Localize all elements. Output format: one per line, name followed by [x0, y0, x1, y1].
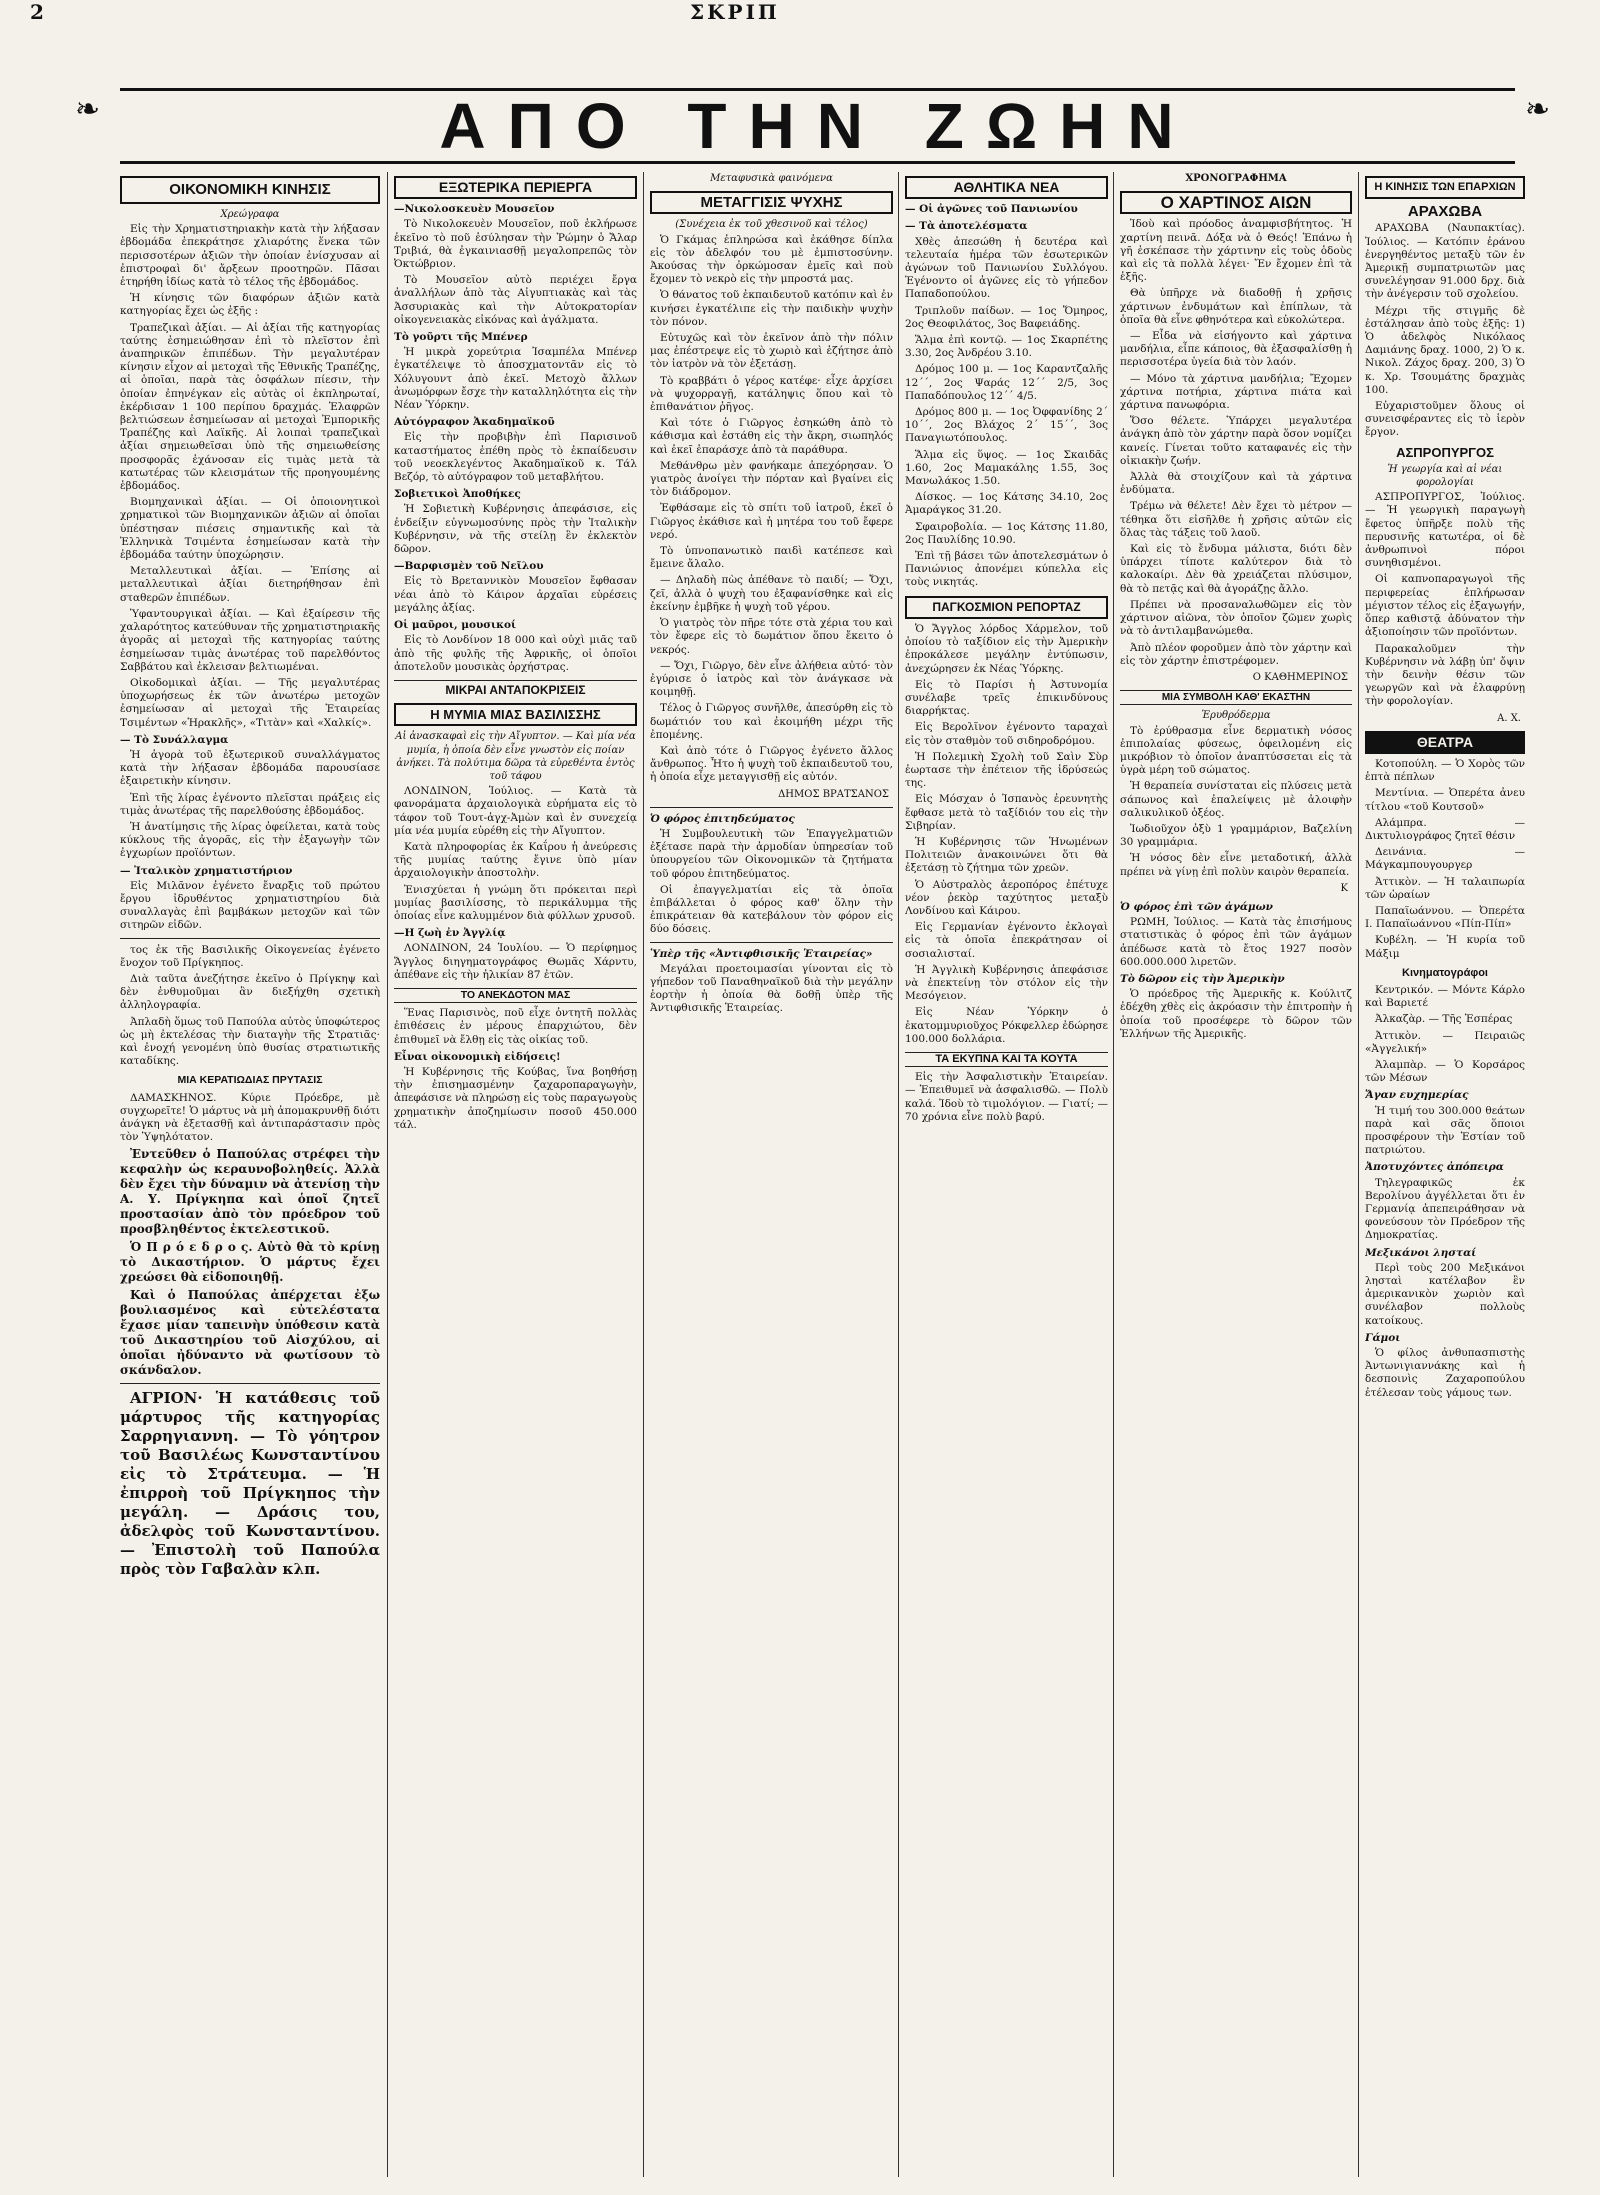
anecdote-heading: ΤΟ ΑΝΕΚΔΟΤΟΝ ΜΑΣ	[394, 988, 637, 1003]
subheading: Τὸ δῶρον εἰς τὴν Ἀμερικὴν	[1120, 972, 1285, 985]
paragraph: Ὅσο θέλετε. Ὑπάρχει μεγαλυτέρα ἀνάγκη ἀπὸ τὸν χάρτην παρὰ ὅσον νομίζει κανείς. Γίνεται τοῦτο καταφανές εἰς τὴν οἰκιακὴν ζωήν.	[1120, 415, 1352, 467]
listing: Μεντίνια. — Ὀπερέτα ἀνευ τίτλου «τοῦ Κουτσοῦ»	[1365, 787, 1525, 813]
paper-name: ΣΚΡΙΠ	[690, 0, 780, 24]
trial-heading: ΜΙΑ ΚΕΡΑΤΙΩΔΙΑΣ ΠΡΥΤΑΣΙΣ	[177, 1074, 323, 1087]
cinemas-heading: Κινηματογράφοι	[1402, 966, 1488, 979]
listing: Ἀττικὸν. — Ἡ ταλαιπωρία τῶν ὡραίων	[1365, 875, 1525, 901]
economic-heading: ΟΙΚΟΝΟΜΙΚΗ ΚΙΝΗΣΙΣ	[120, 176, 380, 204]
paragraph: — Εἶδα νὰ εἰσήγοντο καὶ χάρτινα μανδήλια, εἶπε κάποιος, θὰ ἐξασφαλίσθῃ ἡ περισσοτέρα ὑγεία διὰ τὸν λαόν.	[1120, 330, 1352, 369]
left-ornament-icon: ❧	[75, 92, 101, 127]
paper-age-heading: Ο ΧΑΡΤΙΝΟΣ ΑΙΩΝ	[1120, 191, 1352, 214]
chronicle-kicker: ΧΡΟΝΟΓΡΑΦΗΜΑ	[1185, 173, 1287, 184]
result-line: Ἅλμα εἰς ὕψος. — 1ος Σκαιδᾶς 1.60, 2ος Μαμακάλης 1.55, 3ος Μανωλάκος 1.50.	[905, 448, 1108, 488]
paragraph: ΡΩΜΗ, Ἰούλιος. — Κατὰ τὰς ἐπισήμους στατιστικὰς ὁ φόρος ἐπὶ τῶν ἀγάμων ἀπέδωσε κατὰ τὸ ἔτος 1927 ποσὸν 600.000.000 λιρετῶν.	[1120, 916, 1352, 968]
paragraph: Καὶ εἰς τὸ ἔνδυμα μάλιστα, διότι δὲν ὑπάρχει τίποτε καλύτερον διὰ τὸ καλοκαίρι. Δὲν θὰ χρειάζεται πλύσιμον, θὰ τὸ πετᾷς καὶ θὰ ἀγοράζῃς ἄλλο.	[1120, 543, 1352, 595]
paragraph: Ἡ Ἀγγλικὴ Κυβέρνησις ἀπεφάσισε νὰ ἐπεκτείνῃ τὸν στόλον εἰς τὴν Μεσόγειον.	[905, 963, 1108, 1003]
column-rule	[387, 172, 388, 2177]
paragraph: Εἰς Μόσχαν ὁ Ἰσπανὸς ἐρευνητὴς ἔφθασε μετὰ τὸ ταξίδιόν του εἰς τὴν Σιβηρίαν.	[905, 793, 1108, 832]
subheading: Γάμοι	[1365, 1331, 1401, 1344]
column-rule	[643, 172, 644, 2177]
result-line: Δίσκος. — 1ος Κάτσης 34.10, 2ος Ἀμαράγκος 31.20.	[905, 491, 1108, 517]
mummy-kicker: Αἱ ἀνασκαφαὶ εἰς τὴν Αἴγυπτον. — Καὶ μία νέα μυμία, ἡ ὁποία δὲν εἶνε γνωστὸν εἰς ποίαν ἀνήκει. Τὰ πολύτιμα δῶρα τὰ εὑρεθέντα ἐντὸς τοῦ τάφου	[395, 731, 636, 782]
subheading: Ἄγαν ευχημερίας	[1365, 1089, 1469, 1102]
paragraph: Ὁ γιατρὸς τὸν πῆρε τότε στὰ χέρια του καὶ τὸν ἔφερε εἰς τὸ δωμάτιον ὅπου ἔκειτο ὁ νεκρός.	[650, 617, 893, 656]
right-ornament-icon: ❧	[1525, 92, 1551, 127]
paragraph: Ἡ θεραπεία συνίσταται εἰς πλύσεις μετὰ σάπωνος καὶ ἐπαλείψεις μὲ ἀλοιφὴν σαλικυλικοῦ ὀξέος.	[1120, 780, 1352, 819]
paragraph: Ἡ Συμβουλευτικὴ τῶν Ἐπαγγελματιῶν ἐξέτασε παρὰ τὴν ἀρμοδίαν ὑπηρεσίαν τοῦ ὑπουργείου τῶν Οἰκονομικῶν τὰ ζητήματα τοῦ φόρου ἐπιτηδεύματος.	[650, 827, 893, 880]
paragraph: Εὐτυχῶς καὶ τὸν ἐκεῖνον ἀπὸ τὴν πόλιν μας ἐπέστρεψε εἰς τὸ χωριὸ καὶ ἐζήτησε ἀπὸ τὸν ἰατρὸν νὰ τὸν ἐξετάσῃ.	[650, 332, 893, 371]
paragraph: Χθὲς ἀπεσώθη ἡ δευτέρα καὶ τελευταία ἡμέρα τῶν ἐσωτερικῶν ἀγώνων τοῦ Πανιωνίου Συλλόγου. Ἐγένοντο οἱ ἀγῶνες εἰς τὸ γήπεδον Παπαδοπούλου.	[905, 235, 1108, 301]
prescription: Ἰωδιοῦχον ὀξὺ 1 γραμμάριον, Βαζελίνη 30 γραμμάρια.	[1120, 822, 1352, 849]
result-line: Σφαιροβολία. — 1ος Κάτσης 11.80, 2ος Παυλίδης 10.90.	[905, 520, 1108, 546]
paragraph: Κατὰ πληροφορίας ἐκ Καΐρου ἡ ἀνεύρεσις τῆς μυμίας ταύτης ἔγινε ὑπὸ μίαν ἀρχαιολογικὴν ἀποστολὴν.	[394, 840, 637, 880]
paragraph: Εἰς Νέαν Ὑόρκην ὁ ἐκατομμυριοῦχος Ρόκφελλερ ἐδώρησε 100.000 δολλάρια.	[905, 1006, 1108, 1045]
paragraph: Καὶ ἀπὸ τότε ὁ Γιῶργος ἐγένετο ἄλλος ἄνθρωπος. Ἦτο ἡ ψυχὴ τοῦ ἐκπαιδευτοῦ του, ἡ ὁποία εἶχε μεταγγισθῇ εἰς αὐτόν.	[650, 744, 893, 784]
paragraph: Βιομηχανικαὶ ἀξίαι. — Οἱ ὁποιονητικοὶ χρηματικοὶ τῶν Βιομηχανικῶν ἀξιῶν αἱ ὁποῖαι ὑπέστησαν πιέσεις σημαντικῆς καὶ τὰ Ἐλληνικὰ Τσιμέντα ἐσημείωσαν κατὰ τὴν ἑβδομάδα ταύτην ὑποχώρησιν.	[120, 496, 380, 562]
continuation-note: (Συνέχεια ἐκ τοῦ χθεσινοῦ καὶ τέλος)	[675, 219, 868, 231]
subheading: Εἶναι οἰκονομικὴ εἰδήσεις!	[394, 1050, 561, 1063]
divider	[120, 938, 380, 939]
column-rule	[898, 172, 899, 2177]
paragraph: Ὁ Γκάμας ἐπληρώσα καὶ ἐκάθησε δίπλα εἰς τὸν ἀδελφόν του μὲ ἐμπιστοσύνην. Ἀκούσας τὴν ὀρκώμοσαν ἐμεῖς καὶ ποὺ ἔχομεν τὸ νεκρὸ εἰς τὴν μπροστά μας.	[650, 233, 893, 286]
paragraph: Εὐχαριστοῦμεν ὅλους οἱ συνεισφέραντες εἰς τὸ ἱερὸν ἔργον.	[1365, 400, 1525, 439]
queen-mummy-heading: Η ΜΥΜΙΑ ΜΙΑΣ ΒΑΣΙΛΙΣΣΗΣ	[394, 703, 637, 726]
paragraph: Τέλος ὁ Γιῶργος συνῆλθε, ἀπεσύρθη εἰς τὸ δωμάτιόν του καὶ ἐκοιμήθη μέχρι τῆς ἐπομένης.	[650, 702, 893, 741]
divider	[120, 1383, 380, 1384]
result-line: Δρόμος 800 μ. — 1ος Ὀφφανίδης 2΄ 10΄΄, 2ος Βλάχος 2΄ 15΄΄, 3ος Παναγιωτόπουλος.	[905, 406, 1108, 445]
column-foreign-curiosities	[394, 170, 637, 2180]
listing: Ἀλκαζὰρ. — Τῆς Ἑσπέρας	[1375, 1013, 1513, 1026]
tomorrow-teaser: ΑΓΡΙΟΝ· Ἡ κατάθεσις τοῦ μάρτυρος τῆς κατηγορίας Σαρρηγιαννη. — Τὸ γόητρον τοῦ Βασιλέως Κωνσταντίνου εἰς τὸ Στράτευμα. — Ἡ ἐπιρροὴ τοῦ Πρίγκηπος τὴν μεγάλη. — Δράσις του, ἀδελφὸς τοῦ Κωνσταντίνου. — Ἐπιστολὴ τοῦ Παπούλα πρὸς τὸν Γαβαλὰν κλπ.	[120, 1389, 380, 1579]
foreign-curiosities-heading: ΕΞΩΤΕΡΙΚΑ ΠΕΡΙΕΡΓΑ	[394, 176, 637, 199]
paragraph: — Μόνο τὰ χάρτινα μανδήλια; Ἔχομεν χάρτινα ποτήρια, χάρτινα πιάτα καὶ χάρτινα πανωφόρια.	[1120, 372, 1352, 412]
paragraph: Εἰς Γερμανίαν ἐγένοντο ἐκλογαὶ εἰς τὰ ὁποῖα ἐπεκράτησαν οἱ σοσιαλισταί.	[905, 921, 1108, 960]
subheading: Τὸ γοῦρτι τῆς Μπένερ	[394, 331, 528, 344]
paragraph: Ἀλλὰ θὰ στοιχίζουν καὶ τὰ χάρτινα ἐνδύματα.	[1120, 471, 1352, 497]
listing: Ἀλαμπὰρ. — Ὁ Κορσάρος τῶν Μέσων	[1365, 1058, 1525, 1085]
page-header	[0, 0, 1600, 24]
column-sports	[905, 170, 1108, 2180]
result-line: Τριπλοῦν παίδων. — 1ος Ὅμηρος, 2ος Θεοφιλάτος, 3ος Βαφειάδης.	[905, 304, 1108, 330]
subheading: —Νικολοσκευὲν Μουσεῖον	[394, 203, 555, 216]
author-initial: Κ	[1340, 882, 1348, 894]
paragraph: Παρακαλοῦμεν τὴν Κυβέρνησιν νὰ λάβῃ ὑπ' ὄψιν τὴν δεινὴν θέσιν τῶν γεωργῶν καὶ νὰ ἐλαφρύνῃ τὴν φορολογίαν.	[1365, 642, 1525, 708]
paragraph: Ἡ Σοβιετικὴ Κυβέρνησις ἀπεφάσισε, εἰς ἐνδείξιν εὐγνωμοσύνης πρὸς τὴν Ἰταλικὴν Κυβέρνησιν, νὰ τῆς στείλῃ ἓν ἐκλεκτὸν δῶρον.	[394, 503, 637, 556]
column-rule	[1113, 172, 1114, 2177]
author-initials: Α. Χ.	[1497, 712, 1521, 724]
paragraph: Ἡ ἀνατίμησις τῆς λίρας ὀφείλεται, κατὰ τοὺς κύκλους τῆς ἀγορᾶς, εἰς τὴν ἐξαγωγὴν τῶν ἐγχωρίων προϊόντων.	[120, 820, 380, 860]
arachova-heading: ΑΡΑΧΩΒΑ	[1407, 203, 1483, 221]
paragraph: Ὁ φίλος ἀνθυπασπιστὴς Ἀντωνιγιαννάκης καὶ ἡ δεσποινὶς Ζαχαροπούλου ἐτέλεσαν τοὺς γάμους των.	[1365, 1347, 1525, 1399]
column-economic	[120, 170, 380, 2180]
paragraph: Τὸ Νικολοκευὲν Μουσεῖον, ποῦ ἐκλήρωσε ἐκεῖνο τὸ ποῦ ἐσύλησαν τὴν Ῥώμην ὁ Ἄλαρ Τριβιά, θὰ ἐγκαινιασθῇ μεγαλοπρεπῶς τὸν Ὀκτώβριον.	[394, 218, 637, 271]
divider	[650, 807, 893, 808]
subheading: Ὁ φόρος ἐπὶ τῶν ἀγάμων	[1120, 900, 1273, 913]
paragraph: Οἱ καπνοπαραγωγοὶ τῆς περιφερείας ἐπλήρωσαν μέγιστον τέλος εἰς ἐξαγωγήν, ὅπερ καθιστᾷ ἀδύνατον τὴν ἀξιοποίησιν τῶν προϊόντων.	[1365, 573, 1525, 639]
metaphysics-kicker: Μεταφυσικὰ φαινόμενα	[710, 173, 833, 184]
author-signature: Ο ΚΑΘΗΜΕΡΙΝΟΣ	[1252, 671, 1348, 683]
subheading: — Οἱ ἀγῶνες τοῦ Πανιωνίου	[905, 203, 1078, 216]
paragraph: Ἡ Πολεμικὴ Σχολὴ τοῦ Σαὶν Σὺρ ἐωρτασε τὴν ἐπέτειον τῆς ἱδρύσεώς της.	[905, 750, 1108, 790]
subheading: —Η ζωὴ ἐν Ἀγγλίᾳ	[394, 927, 506, 940]
paragraph: Οἱ ἐπαγγελματίαι εἰς τὰ ὁποῖα ἐπιβάλλεται ὁ φόρος καθ' ὅλην τὴν ἐπικράτειαν θὰ κατεβάλουν τὸν φόρον εἰς δύο δόσεις.	[650, 883, 893, 936]
column-rule	[1358, 172, 1359, 2177]
listing: Κοτοπούλη. — Ὁ Χορὸς τῶν ἑπτὰ πέπλων	[1365, 757, 1525, 784]
paragraph: Εἰς τὸ Λονδίνον 18 000 καὶ οὐχὶ μιᾶς ταῦ ἀπὸ τῆς φυλῆς τῆς Ἀφρικῆς, οἱ ὁποῖοι ἀποτελοῦν μουσικὰς ὀρχήστρας.	[394, 634, 637, 673]
paragraph: Μέχρι τῆς στιγμῆς δὲ ἐστάλησαν ἀπὸ τοὺς ἑξῆς: 1) Ὁ ἀδελφὸς Νικόλαος Δαμιάνης δραχ. 1000, 2) Ὁ κ. Νικολ. Ζάχος δραχ. 200, 3) Ὁ κ. Χρ. Τσουμάτης δραχμὰς 100.	[1365, 304, 1525, 396]
paragraph: Μεθάνθρω μὲν φανήκαμε ἀπεχόρησαν. Ὁ γιατρὸς ἀνοίγει τὴν πόρταν καὶ βγαίνει εἰς τὸν διάδρομον.	[650, 459, 893, 499]
subheading: Ἀποτυχόντες ἀπόπειρα	[1365, 1161, 1504, 1174]
paragraph: Καὶ ὁ Παπούλας ἀπέρχεται ἐξω βουλιασμένος καὶ εὐτελέστατα ἔχασε μίαν ταπεινὴν ὑπόθεσιν κατὰ τοῦ Δικαστηρίου τοῦ Αἰσχύλου, αἱ ὁποῖαι ἠδύναντο νὰ φωτίσουν τὸ σκάνδαλον.	[120, 1288, 380, 1378]
paragraph: Ἡ Κυβέρνησις τῆς Κούβας, ἵνα βοηθήσῃ τὴν ἐπισημασμένην ζαχαροπαραγωγὴν, ἀπεφάσισε νὰ πληρώσῃ εἰς τοὺς παραγωγοὺς χρηματικὴν ἀποζημίωσιν ποσοῦ 450.000 τάλ.	[394, 1065, 637, 1131]
erythrasma-kicker: Ἐρυθρόδερμα	[1201, 710, 1271, 722]
subheading: —Βαρφισμὲν τοῦ Νεῖλου	[394, 560, 544, 573]
aspropyrgos-heading: ΑΣΠΡΟΠΥΡΓΟΣ	[1396, 444, 1494, 460]
listing: Κεντρικόν. — Μόντε Κάρλο καὶ Βαριετέ	[1365, 983, 1525, 1010]
paragraph: Εἰς τὴν Χρηματιστηριακὴν κατὰ τὴν λήξασαν ἑβδομάδα ἐπεκράτησε χλιαρότης ἕνεκα τῶν περισσοτέρων ἀξιῶν τὴν ὁποίαν ἐνίσχυσαν αἱ ἐπιστροφαὶ δι' ἄρξεων προοτηρῶν. Πᾶσαι ἐτηρήθη ἰδίως κατὰ τὸ τέλος τῆς ἑβδομάδος.	[120, 223, 380, 289]
daily-advice-heading: ΜΙΑ ΣΥΜΒΟΛΗ ΚΑΘ' ΕΚΑΣΤΗΝ	[1120, 690, 1352, 705]
subheading: Σοβιετικοὶ Ἀποθήκες	[394, 488, 521, 501]
paragraph: Ἐνισχύεται ἡ γνώμη ὅτι πρόκειται περὶ μυμίας βασιλίσσης, τὸ περικάλυμμα τῆς ὁποίας εἶνε καλυμμένον διὰ φύλλων χρυσοῦ.	[394, 883, 637, 922]
paragraph: Ὑφαντουργικαὶ ἀξίαι. — Καὶ ἐξαίρεσιν τῆς χαλαρότητος κατεύθυναν τῆς χρηματιστηριακῆς ἀγορᾶς αἱ μετοχαὶ τῆς κατηγορίας ταύτης ἐσημείωσαν τιμὰς ἀνωτέρας τοῦ παρελθόντος Σαββάτου καὶ ἐκλεισαν βελτιωμέναι.	[120, 607, 380, 673]
sports-heading: ΑΘΛΗΤΙΚΑ ΝΕΑ	[905, 176, 1108, 199]
paragraph: τος ἐκ τῆς Βασιλικῆς Οἰκογενείας ἐγένετο ἔνοχον τοῦ Πρίγκηπος.	[120, 943, 380, 969]
author-signature: ΔΗΜΟΣ ΒΡΑΤΣΑΝΟΣ	[778, 788, 889, 800]
subheading: Αὐτόγραφον Ἀκαδημαϊκοῦ	[394, 416, 555, 429]
column-provinces	[1365, 170, 1525, 2180]
subheading: — Τὰ ἀποτελέσματα	[905, 220, 1028, 233]
agriculture-kicker: Ἡ γεωργία καὶ αἱ νέαι φορολογίαι	[1387, 463, 1503, 489]
paragraph: Οἰκοδομικαὶ ἀξίαι. — Τῆς μεγαλυτέρας ὑποχωρήσεως ἐκ τῶν ἀνωτέρω μετοχῶν ἐσημείωσαν αἱ μετοχαὶ τῆς Ἑταιρείας Τσιμέντων «Ἡρακλῆς», «Τιτὰν» καὶ «Χαλκίς».	[120, 676, 380, 729]
paragraph: Ἐπὶ τῇ βάσει τῶν ἀποτελεσμάτων ὁ Πανιώνιος ἀπονέμει κύπελλα εἰς τοὺς νικητάς.	[905, 550, 1108, 589]
jokes-heading: ΤΑ ΕΚΥΠΝΑ ΚΑΙ ΤΑ ΚΟΥΤΑ	[905, 1052, 1108, 1067]
result-line: Ἅλμα ἐπὶ κοντῷ. — 1ος Σκαρπέτης 3.30, 2ος Ἀνδρέου 3.10.	[905, 334, 1108, 360]
paragraph: Εἰς Μιλᾶνον ἐγένετο ἔναρξις τοῦ πρώτου ἔργου ἰδρυθέντος χρηματιστηρίου διὰ συναλλαγὰς ἐπὶ βαμβάκων μετοχῶν καὶ τῶν σιτηρῶν εἰδῶν.	[120, 879, 380, 932]
listing: Αλάμπρα. — Δικτυλιογράφος ζητεῖ θέσιν	[1365, 816, 1525, 842]
paragraph: Μεταλλευτικαὶ ἀξίαι. — Ἐπίσης αἱ μεταλλευτικαὶ ἀξίαι διετηρήθησαν ἐπὶ σταθερῶν ἐπιπέδων.	[120, 565, 380, 604]
paragraph: Εἰς τὴν Ἀσφαλιστικὴν Ἑταιρείαν. — Ἐπειθυμεῖ νὰ ἀσφαλισθῶ. — Πολὺ καλά. Ἰδοὺ τὸ τιμολόγιον. — Γιατί; — 70 χρόνια εἶνε πολὺ βαρύ.	[905, 1071, 1108, 1123]
paragraph: Τὸ ἐρύθρασμα εἶνε δερματικὴ νόσος ἐπιπολαίας φύσεως, ὀφειλομένη εἰς μικρόβιον τὸ ὁποῖον ἀναπτύσσεται εἰς τὰ ὑγρὰ μέρη τοῦ σώματος.	[1120, 724, 1352, 777]
paragraph: Ὁ Αὐστραλὸς ἀεροπόρος ἐπέτυχε νέον ῥεκὸρ ταχύτητος μεταξὺ Λονδίνου καὶ Κάιρου.	[905, 878, 1108, 917]
column-metaphysics	[650, 170, 893, 2180]
paragraph: Ἀπὸ πλέον φοροῦμεν ἀπὸ τὸν χάρτην καὶ εἰς τὸν χάρτην ἐπιστρέφομεν.	[1120, 641, 1352, 667]
listing: Παπαϊωάννου. — Ὀπερέτα Ι. Παπαϊωάννου «Πίπ-Πίπ»	[1365, 904, 1525, 931]
paragraph: Εἰς Βερολῖνον ἐγένοντο ταραχαὶ εἰς τὸν σταθμὸν τοῦ σιδηροδρόμου.	[905, 721, 1108, 747]
paragraph: Καὶ τότε ὁ Γιῶργος ἐσηκώθη ἀπὸ τὸ κάθισμα καὶ ἐστάθη εἰς τὴν ἄκρη, σιωπηλός καὶ ἐκεῖ ἐπαράσχε ἀπὸ τὰ παράθυρα.	[650, 417, 893, 456]
paragraph: Τὸ κραββάτι ὁ γέρος κατέφε· εἶχε ἀρχίσει νὰ ψυχορραγῇ, κατάληψις ὅπου καὶ τὸ ἐπιθανάτιον ῥῆγος.	[650, 374, 893, 414]
paragraph: Ἡ κίνησις τῶν διαφόρων ἀξιῶν κατὰ κατηγορίας ἔχει ὡς ἑξῆς :	[120, 292, 380, 318]
paragraph: Μεγάλαι προετοιμασίαι γίνονται εἰς τὸ γήπεδον τοῦ Παναθηναϊκοῦ διὰ τὴν μεγάλην ἑορτὴν ἡ ὁποία θὰ δοθῇ ὑπὲρ τῆς Ἀντιφθισικῆς Ἑταιρείας.	[650, 962, 893, 1015]
paragraph: Ἐφθάσαμε εἰς τὸ σπίτι τοῦ ἰατροῦ, ἐκεῖ ὁ Γιῶργος ἐκάθισε καὶ ἡ μητέρα του τοῦ ἔφερε νερό.	[650, 502, 893, 541]
paragraph: Τραπεζικαὶ ἀξίαι. — Αἱ ἀξίαι τῆς κατηγορίας ταύτης ἐσημειώθησαν ἐπὶ τὸ πλεῖστον ἐπὶ ἀναπηρικῶν ἐπιπέδων. Τὴν μεγαλυτέραν κίνησιν εἶχον αἱ μετοχαὶ τῆς Ἐθνικῆς Τραπέζης, αἱ ὁποῖαι, παρὰ τὰς ὀσφάλων πίεσιν, τὴν ὁποίαν ἐπηνέγκαν εἰς αὐτὰς οἱ ἐκπληρωταί, ἐκέρδισαν 1 100 περίπου δραχμάς. Ἐλαφρῶν βελτιώσεων ἐσημείωσαν αἱ μετοχαὶ Ἐμπορικῆς Τραπέζης καὶ Λαϊκῆς. Αἱ λοιπαὶ τραπεζικαὶ ἀξίαι σημειωθεῖσαι ὑπὸ τῆς σημειωθείσης προσφορᾶς ἐχάνοσαν εἰς τιμὰς μετὰ τὰ κατωτέρας τῶν κλεισμάτων τῆς προηγουμένης ἑβδομάδος.	[120, 321, 380, 493]
paragraph: Εἰς τὸ Βρεταννικὸν Μουσεῖον ἔφθασαν νέαι ἀπὸ τὸ Κάιρον ἀρχαῖαι εὑρέσεις μεγάλης ἀξίας.	[394, 575, 637, 614]
paragraph: Ἡ μικρὰ χορεύτρια Ἰσαμπέλα Μπένερ ἐγκατέλειψε τὸ ἀποσχματοντᾶν εἰς τὸ Χόλυγουντ ἀπὸ ἐκεῖ. Μετοχὸ ἄλλων ἀνωμόρφων ἔσχε τὴν καταλληλότητα εἰς τὴν Νέαν Ὑόρκην.	[394, 346, 637, 412]
paragraph: ΑΣΠΡΟΠΥΡΓΟΣ, Ἰούλιος. — Ἡ γεωργικὴ παραγωγὴ ἔφετος ὑπῆρξε πολὺ τῆς περυσινῆς κατωτέρα, οἱ δὲ ἀνθρωπινοὶ πόροι συνηθισμένοι.	[1365, 491, 1525, 570]
paragraph: Ἐπὶ τῆς λίρας ἐγένοντο πλεῖσται πράξεις εἰς τιμὰς ἀνωτέρας τῆς παρελθούσης ἑβδομάδος.	[120, 791, 380, 817]
paragraph: Εἰς τὴν προβιβὴν ἐπὶ Παρισινοῦ καταστήματος ἐπέθη πρὸς τὸ ἐκπαίδευσιν τοῦ νεοεκλεγέντος Ἀκαδημαϊκοῦ κ. Τάλ Βεζόρ, τὸ αὐτόγραφον τοῦ μεταβλήτου.	[394, 431, 637, 484]
paragraph: Ὁ πρόεδρος τῆς Ἀμερικῆς κ. Κούλιτζ ἐδέχθη χθὲς εἰς ἀκρόασιν τὴν ἐπιτροπὴν ἡ ὁποία τοῦ προσέφερε τὸ δῶρον τῶν Ἑλλήνων τῆς Ἀμερικῆς.	[1120, 988, 1352, 1040]
listing: Ἀττικὸν. — Πειραιῶς «Ἀγγελική»	[1365, 1029, 1525, 1055]
paragraph: — Ὄχι, Γιῶργο, δὲν εἶνε ἀλήθεια αὐτό· τὸν ἐγύρισε ὁ ἰατρὸς καὶ τὸν ἀνάγκασε νὰ κοιμηθῇ.	[650, 659, 893, 699]
paragraph: Περὶ τοὺς 200 Μεξικάνοι λησταὶ κατέλαβον ἓν ἀμερικανικὸν χωριὸν καὶ συνέλαβον πολλοὺς κατοίκους.	[1365, 1261, 1525, 1327]
provinces-heading: Η ΚΙΝΗΣΙΣ ΤΩΝ ΕΠΑΡΧΙΩΝ	[1365, 176, 1525, 199]
soul-transfusion-heading: ΜΕΤΑΓΓΙΣΙΣ ΨΥΧΗΣ	[650, 191, 893, 214]
short-reports-heading: ΜΙΚΡΑΙ ΑΝΤΑΠΟΚΡΙΣΕΙΣ	[394, 680, 637, 697]
column-chronicle	[1120, 170, 1352, 2180]
paragraph: Ὁ Π ρ ό ε δ ρ ο ς. Αὐτὸ θὰ τὸ κρίνῃ τὸ Δικαστήριον. Ὁ μάρτυς ἔχει χρεώσει θὰ εἰδοποιηθῇ.	[120, 1240, 380, 1285]
paragraph: ΑΡΑΧΩΒΑ (Ναυπακτίας). Ἰούλιος. — Κατόπιν ἐράνου ἐνεργηθέντος μεταξὺ τῶν ἐν Ἀμερικῇ συμπατριωτῶν μας συνελέγησαν 91.000 δρχ. διὰ τὴν ἀνέγερσιν τοῦ σχολείου.	[1365, 222, 1525, 301]
subheading: Μεξικάνοι λησταί	[1365, 1246, 1477, 1259]
paragraph: Ἰδοὺ καὶ πρόοδος ἀναμφισβήτητος. Ἡ χαρτίνη πεινᾶ. Δόξα νὰ ὁ Θεός! Ἐπάνω ἡ γῆ ἐσκέπασε τὴν χάρτινην εἰς τοὺς ὁδοὺς καὶ εἰς τὰ πολλὰ λέγει· Ἔν ἔχομεν ἐπὶ τὰ ἑξῆς.	[1120, 218, 1352, 284]
paragraph: Εἰς τὸ Παρίσι ἡ Ἀστυνομία συνέλαβε τρεῖς ἐπικινδύνους διαρρήκτας.	[905, 678, 1108, 718]
paragraph: Τηλεγραφικῶς ἐκ Βερολίνου ἀγγέλλεται ὅτι ἐν Γερμανίᾳ ἀπεπειράθησαν νὰ φονεύσουν τὸν Πρόεδρον τῆς Δημοκρατίας.	[1365, 1176, 1525, 1242]
page-number: 2	[30, 0, 44, 24]
paragraph: Ὁ θάνατος τοῦ ἐκπαιδευτοῦ κατόπιν καὶ ἐν κινήσει ἐγκατέλιπε εἰς τὴν παιδικὴν ψυχὴν τὸν πόνον.	[650, 289, 893, 328]
paragraph: ΛΟΝΔΙΝΟΝ, 24 Ἰουλίου. — Ὁ περίφημος Ἄγγλος διηγηματογράφος Θωμᾶς Χάρντυ, ἀπέθανε εἰς τὴν ἡλικίαν 87 ἐτῶν.	[394, 942, 637, 981]
result-line: Δρόμος 100 μ. — 1ος Καραντζαλῆς 12΄΄, 2ος Ψαράς 12΄΄ 2/5, 3ος Παπαδόπουλος 12΄΄ 4/5.	[905, 363, 1108, 402]
paragraph: Ἡ τιμή του 300.000 θεάτων παρὰ καὶ σᾶς ὅποιοι προσφέρουν τὴν Ἑστίαν τοῦ πατριώτου.	[1365, 1104, 1525, 1157]
theatres-heading: ΘΕΑΤΡΑ	[1365, 731, 1525, 754]
paragraph: ΔΑΜΑΣΚΗΝΟΣ. Κύριε Πρόεδρε, μὲ συγχωρεῖτε! Ὁ μάρτυς νὰ μὴ ἀπομακρυνθῇ διότι ἀνάγκη νὰ ἐξετασθῇ καὶ ἀντιπαράστασιν πρὸς τὸν Ὑψηλότατον.	[120, 1091, 380, 1144]
paragraph: Τὸ Μουσεῖον αὐτὸ περιέχει ἔργα ἀναλλήλων ἀπὸ τὰς Αἰγυπτιακὰς καὶ τὰς Ἀσσυριακὰς καὶ τὴν Αὐτοκρατορίαν οἰκογενειακὰς εἰκόνας καὶ ἀγάλματα.	[394, 274, 637, 326]
paragraph: Ὁ Ἄγγλος λόρδος Χάρμελον, τοῦ ὁποίου τὸ ταξίδιον εἰς τὴν Ἀμερικὴν ἐπροκάλεσε μεγάλην ἐντύπωσιν, ἀνεχώρησεν ἐκ Νέας Ὑόρκης.	[905, 622, 1108, 675]
paragraph: Τὸ ὑπνοπανωτικὸ παιδὶ κατέπεσε καὶ ἔμεινε ἄλαλο.	[650, 545, 893, 571]
paragraph: Πρέπει νὰ προσαναλωθῶμεν εἰς τὸν χάρτινον αἰῶνα, τὸν ὁποῖον ζῶμεν χωρὶς νὰ τὸ ἀντιλαμβανώμεθα.	[1120, 598, 1352, 638]
section-title: ΑΠΟ ΤΗΝ ΖΩΗΝ	[439, 90, 1196, 162]
paragraph: Ἕνας Παρισινὸς, ποῦ εἶχε ὀντητῆ πολλὰς ἐπιθέσεις ἐν μέρους ἐπαρχιώτου, δὲν ἐπιθυμεῖ νὰ ἔλθῃ εἰς τὰς οἰκίας τοῦ.	[394, 1007, 637, 1046]
listing: Δεινάνια. — Μάγκαμπουγουργερ	[1365, 846, 1525, 872]
paragraph: Ἡ Κυβέρνησις τῶν Ἡνωμένων Πολιτειῶν ἀνακοινώνει ὅτι θὰ ἐξετάσῃ τὸ ζήτημα τῶν χρεῶν.	[905, 835, 1108, 875]
divider	[650, 942, 893, 943]
section-banner	[120, 88, 1515, 164]
subheading: Ὑπὲρ τῆς «Ἀντιφθισικῆς Ἑταιρείας»	[650, 947, 873, 960]
subheading: Ὁ φόρος ἐπιτηδεύματος	[650, 812, 795, 825]
paragraph: — Δηλαδὴ πὼς ἀπέθανε τὸ παιδί; — Ὄχι, ζεῖ, ἀλλὰ ὁ ψυχὴ του ἐξαφανίσθηκε καὶ εἰς ἐκείνην ἐμβῆκε ἡ ψυχὴ τοῦ γέρου.	[650, 574, 893, 613]
exchange-subheading: — Τὸ Συνάλλαγμα	[120, 733, 229, 746]
paragraph: Ἀπλαδὴ ὅμως τοῦ Παπούλα αὐτὸς ὑποφώτερος ὡς μὴ ἐκτελέσας τὴν διαταγὴν τῆς Στρατιᾶς· καὶ ἐνοχή γενομένη ὑπὸ θυσίας στρατιωτικῆς καταδίκης.	[120, 1015, 380, 1068]
subheading: Οἱ μαῦροι, μουσικοί	[394, 619, 517, 632]
paragraph: Ἐντεῦθεν ὁ Παπούλας στρέφει τὴν κεφαλὴν ὡς κεραυνοβοληθείς. Ἀλλὰ δὲν ἔχει τὴν δύναμιν νὰ ἀτενίσῃ τὴν Α. Υ. Πρίγκηπα καὶ ὁποῖ ζητεῖ προστασίαν ἀπὸ τὸν πρόεδρον τοῦ προσβληθέντος ἐκτελεστικοῦ.	[120, 1147, 380, 1237]
paragraph: ΛΟΝΔΙΝΟΝ, Ἰούλιος. — Κατὰ τὰ φανοράματα ἀρχαιολογικὰ εὑρήματα εἰς τὸ τάφον τοῦ Τουτ-ἀγχ-Ἀμὼν καὶ ἐν συνεχείᾳ μία νέα μυμία εὑρέθη εἰς τὴν Αἴγυπτον.	[394, 785, 637, 837]
paragraph: Διὰ ταῦτα ἀνεζήτησε ἐκεῖνο ὁ Πρίγκηψ καὶ δὲν ἐνθυμοῦμαι ἂν διεξήχθη σχετικὴ ἀλληλογραφία.	[120, 972, 380, 1012]
paragraph: Τρέμω νὰ θέλετε! Δὲν ἔχει τὸ μέτρον — τέθηκα ὅτι εἰσῆλθε ἡ χρῆσις αὐτῶν εἰς ὅλας τὰς τάξεις τοῦ λαοῦ.	[1120, 500, 1352, 539]
paragraph: Ἡ ἀγορὰ τοῦ ἐξωτερικοῦ συναλλάγματος κατὰ τὴν λήξασαν ἑβδομάδα παρουσίασε ἐξαιρετικὴν κίνησιν.	[120, 748, 380, 788]
world-report-heading: ΠΑΓΚΟΣΜΙΟΝ ΡΕΠΟΡΤΑΖ	[905, 596, 1108, 619]
paragraph: Θὰ ὑπῆρχε νὰ διαδοθῇ ἡ χρῆσις χάρτινων ἐνδυμάτων καὶ ἐπίπλων, τὰ ὁποῖα θὰ εἶνε φθηνότερα καὶ εὐκολώτερα.	[1120, 287, 1352, 326]
listing: Κυβέλη. — Ἡ κυρία τοῦ Μάξιμ	[1365, 934, 1525, 960]
paragraph: Ἡ νόσος δὲν εἶνε μεταδοτική, ἀλλὰ πρέπει νὰ γίνῃ ἐπὶ πολὺν καιρὸν θεραπεία.	[1120, 852, 1352, 878]
securities-kicker: Χρεώγραφα	[220, 209, 280, 220]
italian-exchange-subheading: — Ἰταλικὸν χρηματιστήριον	[120, 864, 293, 877]
